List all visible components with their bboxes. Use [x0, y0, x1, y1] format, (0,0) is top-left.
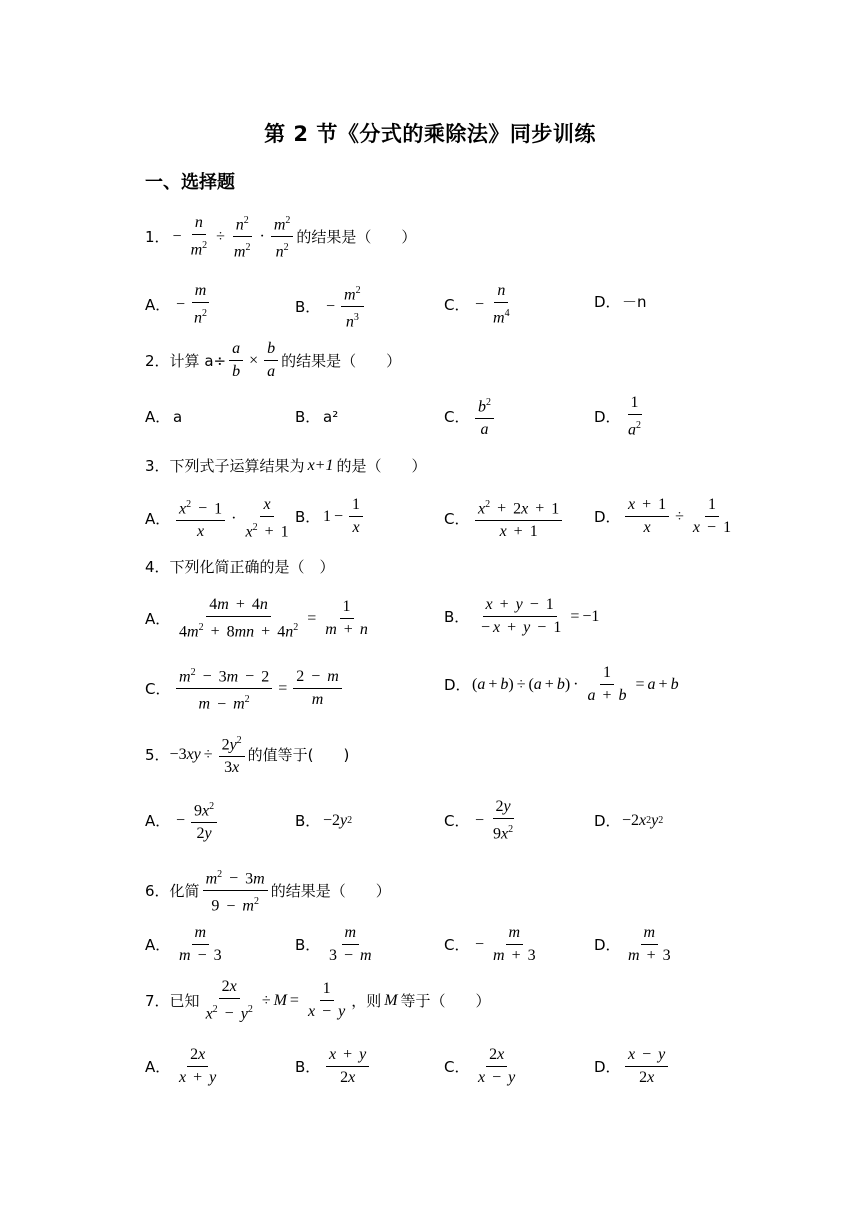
option-label: B． — [295, 1058, 321, 1076]
option-label: D． — [444, 676, 471, 694]
option-label: C． — [444, 1058, 470, 1076]
option-expression: $\frac{b^2}{a}$ — [472, 394, 497, 439]
option-label: C． — [444, 408, 470, 427]
option-d[interactable] — [594, 810, 663, 831]
option-c[interactable] — [444, 924, 542, 965]
question-number: 4． — [145, 558, 170, 576]
math-expression: $\frac{m^2 - 3m}{9 - m^2}$ — [200, 866, 271, 916]
option-label: B． — [295, 936, 321, 954]
option-expression: − $\frac{2y}{9x^2}$ — [475, 798, 514, 843]
question-text: 化简 — [169, 882, 200, 901]
question-text: ，则 — [351, 992, 382, 1011]
question-text: 的值等于( ) — [247, 746, 350, 765]
question-7 — [145, 978, 491, 1023]
question-number: 5． — [145, 746, 170, 765]
question-number: 6． — [145, 882, 170, 901]
option-label: C． — [145, 680, 171, 699]
question-text: 已知 — [169, 992, 200, 1011]
option-expression: − $\frac{m^2}{n^3}$ — [323, 282, 367, 332]
option-label: C． — [444, 936, 470, 954]
section-heading: 一、选择题 — [145, 172, 235, 193]
question-4 — [145, 556, 335, 577]
option-expression: − $\frac{n}{m^4}$ — [475, 282, 510, 327]
option-b[interactable] — [295, 406, 338, 427]
option-text: －n — [622, 293, 647, 311]
option-expression: ( a + b ) ÷ ( a + b ) · $\frac{1}{a + b}$ = a + b — [472, 664, 679, 704]
option-label: B． — [295, 408, 321, 426]
option-label: B． — [444, 608, 470, 626]
option-b[interactable] — [444, 596, 599, 637]
option-label: D． — [594, 293, 621, 311]
option-d[interactable] — [594, 496, 737, 537]
option-b[interactable] — [295, 496, 366, 537]
option-a[interactable] — [145, 596, 374, 641]
option-expression: 1 − $\frac{1}{x}$ — [323, 496, 366, 537]
question-text: 计算 a÷ — [169, 352, 227, 370]
question-text: 等于（ ） — [400, 992, 491, 1011]
option-label: A． — [145, 812, 171, 831]
question-1 — [145, 212, 416, 262]
question-number: 1． — [145, 228, 170, 247]
page-title: 第 2 节《分式的乘除法》同步训练 — [264, 122, 596, 146]
option-expression: $\frac{1}{a^2}$ — [628, 394, 641, 439]
question-text: 下列式子运算结果为 — [169, 457, 305, 475]
option-text: a² — [323, 407, 339, 426]
option-c[interactable] — [444, 394, 497, 439]
question-number: 2． — [145, 352, 170, 370]
option-c[interactable] — [444, 1046, 521, 1087]
math-variable: M — [384, 991, 398, 1009]
option-a[interactable] — [145, 798, 220, 843]
option-expression: $\frac{x^2 + 2x + 1}{x + 1}$ — [472, 496, 565, 541]
option-expression: $\frac{x - y}{2x}$ — [622, 1046, 671, 1087]
option-label: D． — [594, 936, 621, 954]
option-expression: − $\frac{m}{n^2}$ — [173, 282, 213, 327]
option-label: D． — [594, 1058, 621, 1076]
option-label: A． — [145, 296, 171, 315]
option-expression: $\frac{4m + 4n}{4m^2 + 8mn + 4n^2}$ = $\frac{1}{m + n}$ — [179, 596, 368, 641]
option-c[interactable] — [145, 664, 345, 714]
option-expression: $\frac{x + y}{2x}$ — [323, 1046, 372, 1087]
option-label: C． — [444, 296, 470, 315]
question-text: 的是（ ） — [336, 457, 427, 475]
option-label: A． — [145, 510, 171, 529]
option-expression: $\frac{x + y - 1}{- x + y - 1}$ = −1 — [481, 596, 600, 636]
option-label: C． — [444, 812, 470, 831]
option-label: C． — [444, 510, 470, 529]
option-label: A． — [145, 610, 171, 629]
option-label: A． — [145, 936, 171, 954]
option-expression: $\frac{m}{m - 3}$ — [179, 924, 222, 964]
question-text: 的结果是（ ） — [270, 882, 391, 901]
option-expression: − $\frac{9x^2}{2y}$ — [173, 798, 220, 843]
option-b[interactable] — [295, 810, 352, 831]
question-number: 7． — [145, 992, 170, 1011]
option-label: A． — [145, 1058, 171, 1076]
option-expression: −2 x 2 y 2 — [622, 811, 664, 829]
question-5 — [145, 732, 349, 777]
option-c[interactable] — [444, 798, 519, 843]
option-expression: −2 y 2 — [323, 811, 353, 829]
option-expression: $\frac{m}{m + 3}$ — [628, 924, 671, 964]
option-label: B． — [295, 298, 321, 317]
option-a[interactable] — [145, 496, 295, 541]
question-6 — [145, 866, 391, 916]
option-d[interactable] — [594, 394, 647, 439]
option-label: D． — [594, 508, 621, 526]
question-text: 下列化简正确的是（ ） — [169, 558, 335, 576]
option-d[interactable] — [444, 664, 679, 705]
option-d[interactable] — [594, 291, 647, 312]
option-d[interactable] — [594, 924, 677, 965]
option-a[interactable] — [145, 1046, 222, 1087]
question-3 — [145, 455, 426, 476]
option-b[interactable] — [295, 1046, 372, 1087]
option-expression: $\frac{m}{3 - m}$ — [329, 924, 372, 964]
option-text: a — [173, 407, 183, 426]
math-expression: $\frac{2x}{x^2 - y^2}$ ÷ M = $\frac{1}{x - y}$ — [205, 978, 346, 1023]
math-expression: x+1 — [307, 456, 334, 474]
option-expression: − $\frac{m}{m + 3}$ — [475, 924, 536, 964]
option-label: B． — [295, 812, 321, 830]
option-b[interactable] — [295, 924, 378, 965]
option-expression: $\frac{x^2 - 1}{x}$ · $\frac{x}{x^2 + 1}$ — [173, 496, 295, 541]
option-a[interactable] — [145, 282, 213, 327]
option-label: A． — [145, 408, 171, 426]
option-expression: $\frac{m^2 - 3m - 2}{m - m^2}$ = $\frac{2 - m}{m}$ — [173, 664, 345, 714]
question-text: 的结果是（ ） — [281, 352, 402, 370]
option-c[interactable] — [444, 496, 565, 541]
math-expression: − $\frac{n}{m^2}$ ÷ $\frac{n^2}{m^2}$ · $\frac{m^2}{n^2}$ — [170, 212, 297, 262]
option-d[interactable] — [594, 1046, 671, 1087]
option-a[interactable] — [145, 924, 228, 965]
option-a[interactable] — [145, 406, 182, 427]
option-expression: $\frac{2x}{x + y}$ — [179, 1046, 217, 1086]
math-expression: −3 xy ÷ $\frac{2y^2}{3x}$ — [170, 732, 248, 777]
option-expression: $\frac{x + 1}{x}$ ÷ $\frac{1}{x - 1}$ — [622, 496, 737, 537]
option-label: D． — [594, 408, 621, 427]
question-number: 3． — [145, 457, 170, 475]
option-label: B． — [295, 508, 321, 526]
math-expression: $\frac{a}{b}$ × $\frac{b}{a}$ — [226, 340, 281, 381]
question-text: 的结果是（ ） — [296, 228, 417, 247]
option-b[interactable] — [295, 282, 367, 332]
option-expression: $\frac{2x}{x - y}$ — [478, 1046, 516, 1086]
question-2 — [145, 340, 401, 381]
option-label: D． — [594, 812, 621, 830]
option-c[interactable] — [444, 282, 516, 327]
